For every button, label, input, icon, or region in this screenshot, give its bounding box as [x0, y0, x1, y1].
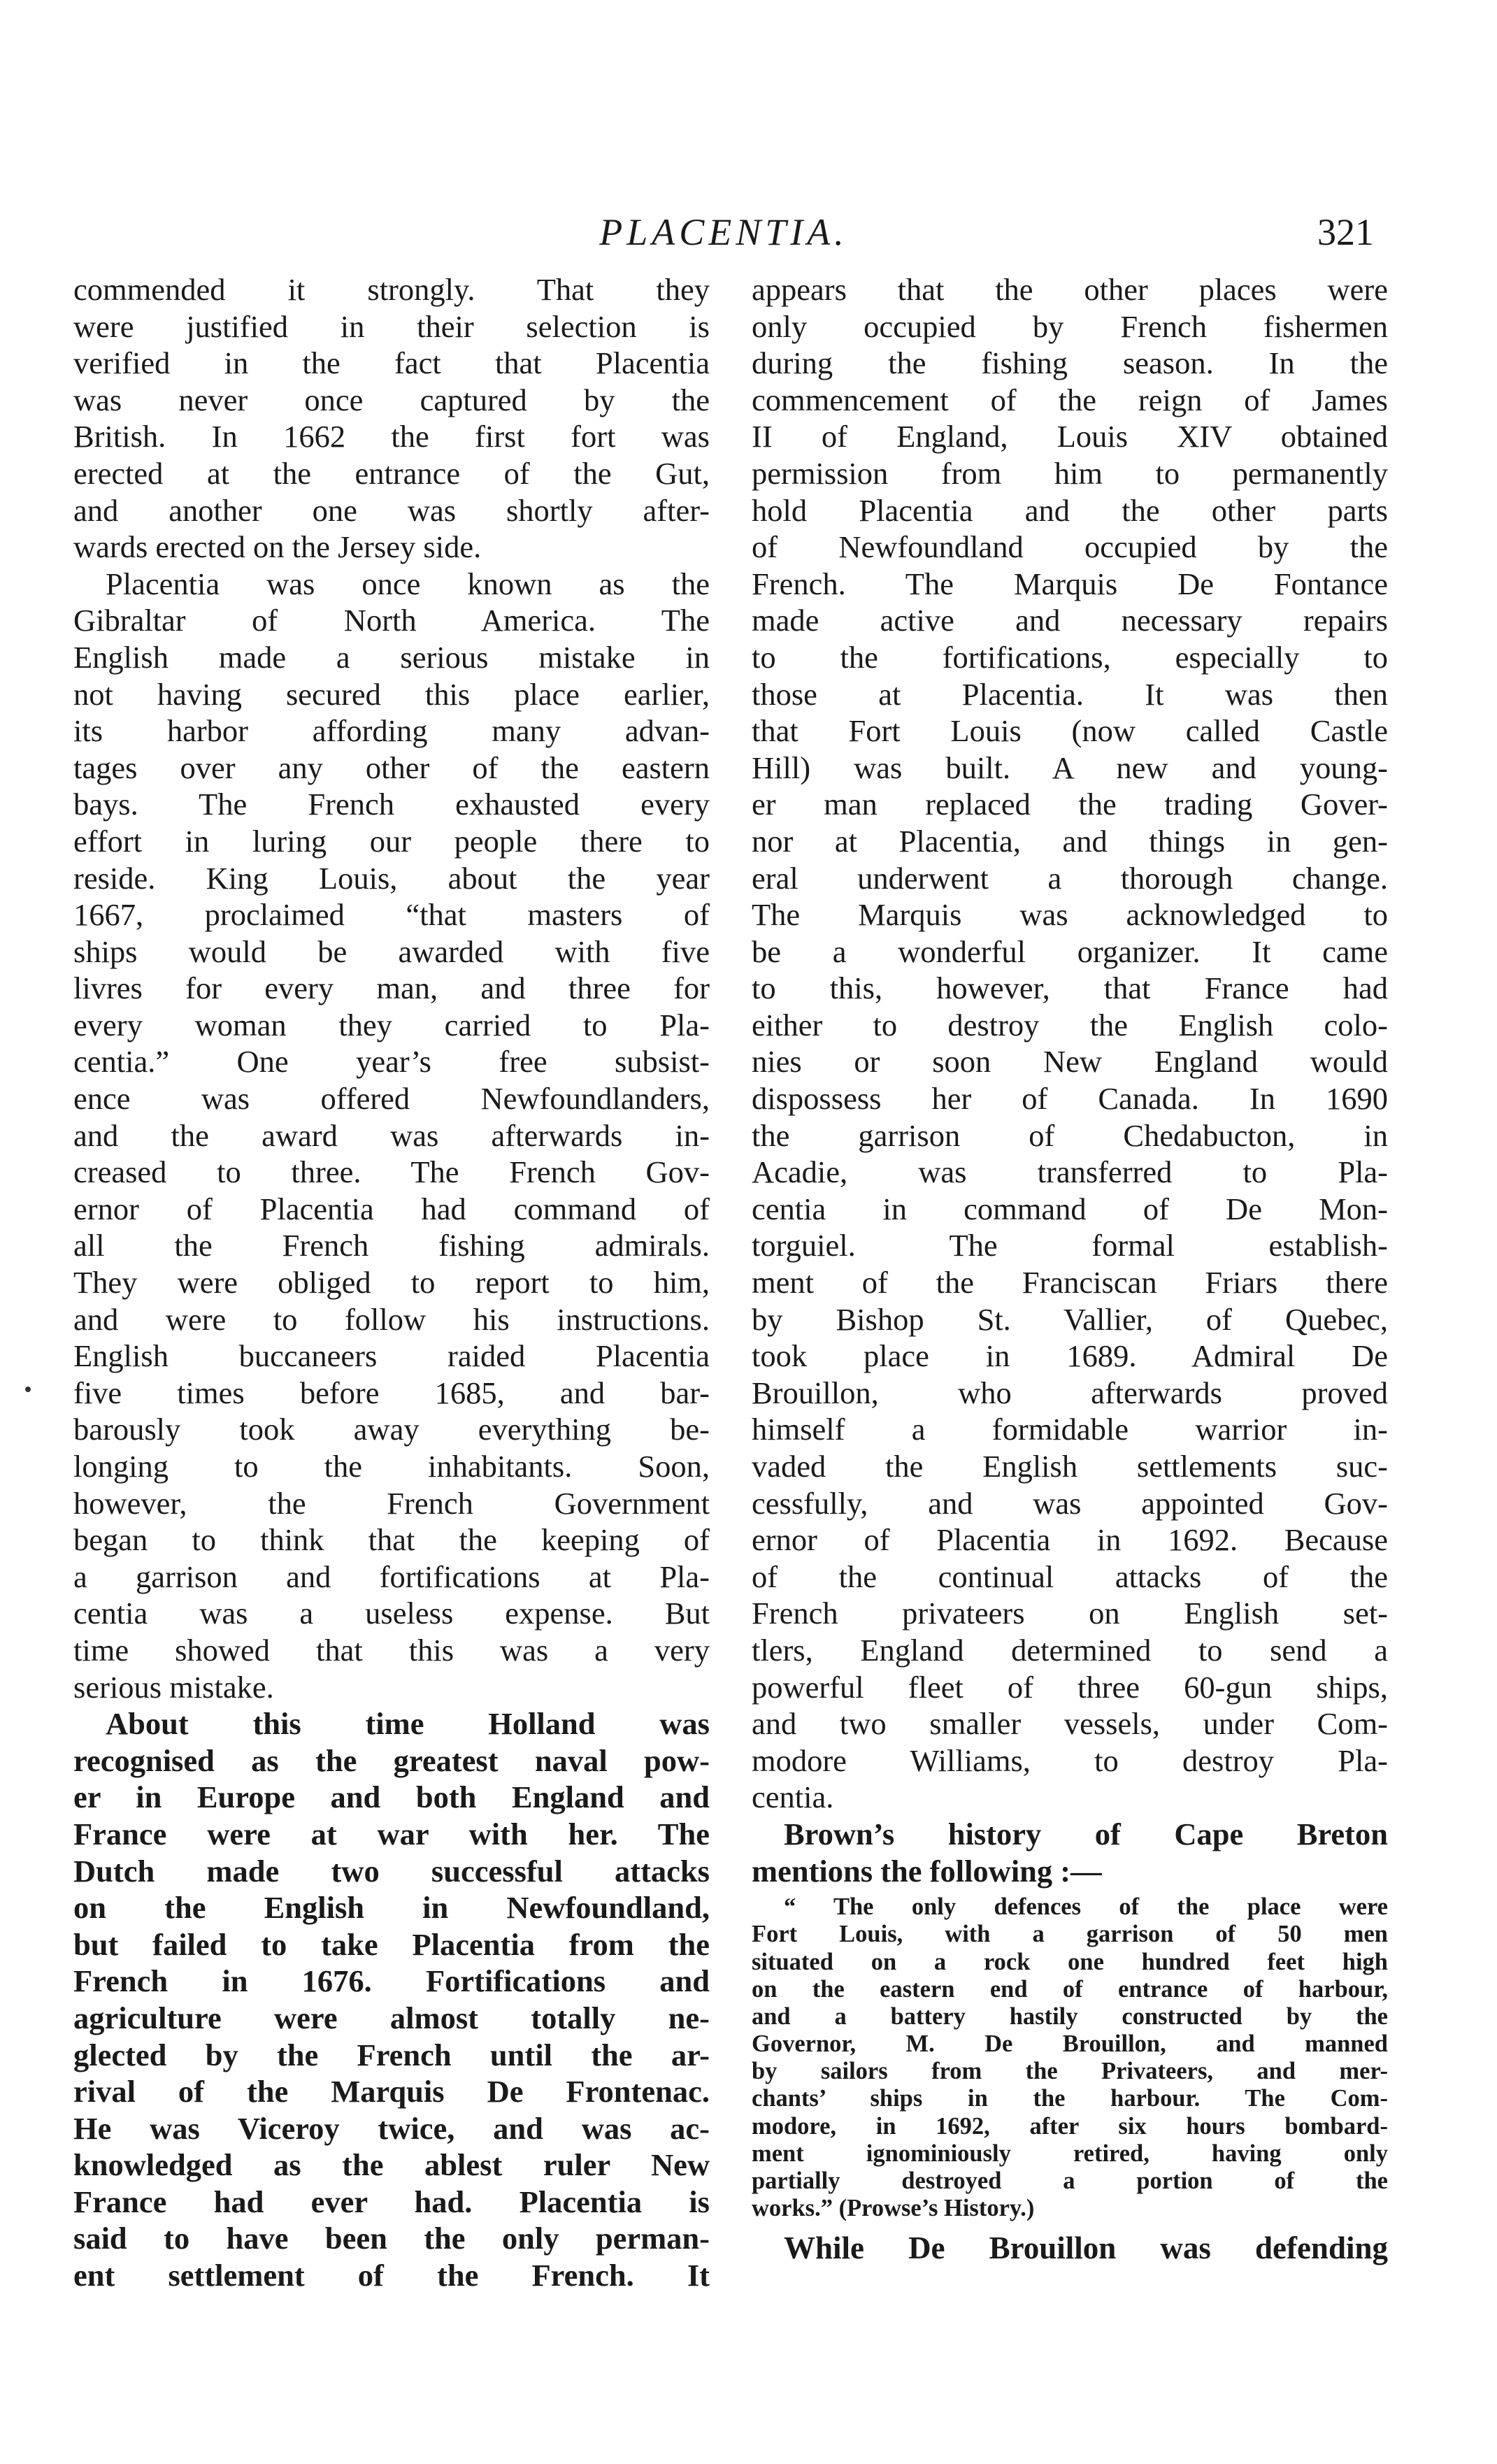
text-line: Acadie, was transferred to Pla-: [752, 1154, 1388, 1190]
text-line: English made a serious mistake in: [73, 639, 710, 675]
text-line: France had ever had. Placentia is: [73, 2184, 710, 2219]
text-line: torguiel. The formal establish-: [752, 1228, 1388, 1263]
text-line: longing to the inhabitants. Soon,: [73, 1449, 710, 1484]
text-line: either to destroy the English colo-: [752, 1007, 1388, 1043]
text-line: only occupied by French fishermen: [752, 308, 1388, 344]
text-line: 1667, proclaimed “that masters of: [73, 897, 710, 933]
text-line: French privateers on English set-: [752, 1596, 1388, 1631]
text-line: every woman they carried to Pla-: [73, 1007, 710, 1043]
text-line: and another one was shortly after-: [73, 492, 710, 528]
text-line: Gibraltar of North America. The: [73, 603, 710, 638]
text-line: that Fort Louis (now called Castle: [752, 713, 1388, 749]
text-line: and two smaller vessels, under Com-: [752, 1706, 1388, 1742]
text-line: time showed that this was a very: [73, 1632, 710, 1668]
print-speck: [25, 1387, 31, 1392]
text-line: er in Europe and both England and: [73, 1779, 710, 1815]
text-line: mentions the following :—: [752, 1853, 1102, 1889]
quote-line: by sailors from the Privateers, and mer-: [752, 2058, 1388, 2085]
quote-line: partially destroyed a portion of the: [752, 2168, 1388, 2194]
text-line: a garrison and fortifications at Pla-: [73, 1559, 710, 1594]
text-line: centia was a useless expense. But: [73, 1596, 710, 1631]
text-line: France were at war with her. The: [73, 1816, 710, 1851]
text-line: agriculture were almost totally ne-: [73, 2000, 710, 2035]
text-line: Brouillon, who afterwards proved: [752, 1375, 1388, 1410]
quote-line: and a battery hastily constructed by the: [752, 2003, 1388, 2030]
text-line: permission from him to permanently: [752, 455, 1388, 491]
right-column: [752, 271, 1388, 2268]
text-line: bays. The French exhausted every: [73, 787, 710, 822]
text-line: began to think that the keeping of: [73, 1522, 710, 1558]
text-line: eral underwent a thorough change.: [752, 860, 1388, 896]
text-line: knowledged as the ablest ruler New: [73, 2147, 710, 2183]
text-line: to this, however, that France had: [752, 970, 1388, 1006]
text-line: appears that the other places were: [752, 272, 1388, 307]
text-line: ence was offered Newfoundlanders,: [73, 1081, 710, 1117]
text-line: dispossess her of Canada. In 1690: [752, 1081, 1388, 1117]
quote-line: situated on a rock one hundred feet high: [752, 1948, 1388, 1975]
left-column: [73, 271, 710, 2294]
paragraph-start-line: While De Brouillon was defending: [784, 2230, 1388, 2266]
text-line: powerful fleet of three 60-gun ships,: [752, 1669, 1388, 1705]
paragraph-start-line: Placentia was once known as the: [106, 566, 710, 601]
text-line: nies or soon New England would: [752, 1044, 1388, 1080]
text-line: creased to three. The French Gov-: [73, 1154, 710, 1190]
text-line: made active and necessary repairs: [752, 603, 1388, 638]
text-line: II of England, Louis XIV obtained: [752, 419, 1388, 454]
text-line: commencement of the reign of James: [752, 382, 1388, 417]
text-line: effort in luring our people there to: [73, 823, 710, 859]
text-line: Hill) was built. A new and young-: [752, 750, 1388, 785]
text-line: however, the French Government: [73, 1485, 710, 1521]
text-line: ent settlement of the French. It: [73, 2258, 710, 2293]
text-line: not having secured this place earlier,: [73, 676, 710, 712]
text-line: of Newfoundland occupied by the: [752, 529, 1388, 565]
text-line: five times before 1685, and bar-: [73, 1375, 710, 1410]
text-line: centia.: [752, 1779, 834, 1815]
text-line: ernor of Placentia in 1692. Because: [752, 1522, 1388, 1558]
text-line: took place in 1689. Admiral De: [752, 1338, 1388, 1374]
text-line: tlers, England determined to send a: [752, 1632, 1388, 1668]
text-line: reside. King Louis, about the year: [73, 860, 710, 896]
text-line: to the fortifications, especially to: [752, 639, 1388, 675]
text-line: barously took away everything be-: [73, 1412, 710, 1447]
quote-line: Governor, M. De Brouillon, and manned: [752, 2030, 1388, 2058]
text-line: said to have been the only perman-: [73, 2221, 710, 2256]
final-paragraph: [752, 2228, 1388, 2268]
text-line: during the fishing season. In the: [752, 345, 1388, 381]
text-line: vaded the English settlements suc-: [752, 1449, 1388, 1484]
text-line: centia.” One year’s free subsist-: [73, 1044, 710, 1080]
running-title: PLACENTIA.: [599, 211, 848, 253]
text-line: The Marquis was acknowledged to: [752, 897, 1388, 933]
text-line: erected at the entrance of the Gut,: [73, 455, 710, 491]
text-line: and were to follow his instructions.: [73, 1301, 710, 1337]
text-line: wards erected on the Jersey side.: [73, 529, 482, 565]
text-line: rival of the Marquis De Frontenac.: [73, 2074, 710, 2110]
text-line: He was Viceroy twice, and was ac-: [73, 2110, 710, 2146]
text-line: himself a formidable warrior in-: [752, 1412, 1388, 1447]
text-line: of the continual attacks of the: [752, 1559, 1388, 1594]
text-line: its harbor affording many advan-: [73, 713, 710, 749]
text-line: cessfully, and was appointed Gov-: [752, 1485, 1388, 1521]
text-line: ships would be awarded with five: [73, 933, 710, 969]
text-line: er man replaced the trading Gover-: [752, 787, 1388, 822]
block-quote: [752, 1893, 1388, 2222]
text-line: British. In 1662 the first fort was: [73, 419, 710, 454]
text-line: Dutch made two successful attacks: [73, 1853, 710, 1889]
text-line: those at Placentia. It was then: [752, 676, 1388, 712]
text-line: English buccaneers raided Placentia: [73, 1338, 710, 1374]
text-line: They were obliged to report to him,: [73, 1265, 710, 1301]
paragraph-start-line: Brown’s history of Cape Breton: [784, 1816, 1388, 1851]
text-line: on the English in Newfoundland,: [73, 1890, 710, 1926]
text-line: livres for every man, and three for: [73, 970, 710, 1006]
text-line: serious mistake.: [73, 1669, 274, 1705]
text-line: French in 1676. Fortifications and: [73, 1963, 710, 1999]
paragraph-start-line: About this time Holland was: [106, 1706, 710, 1742]
quote-line: Fort Louis, with a garrison of 50 men: [752, 1921, 1388, 1948]
text-line: centia in command of De Mon-: [752, 1191, 1388, 1226]
text-line: and the award was afterwards in-: [73, 1117, 710, 1153]
text-line: ment of the Franciscan Friars there: [752, 1265, 1388, 1301]
text-line: recognised as the greatest naval pow-: [73, 1742, 710, 1778]
text-line: tages over any other of the eastern: [73, 750, 710, 785]
text-line: were justified in their selection is: [73, 308, 710, 344]
page-number: 321: [1317, 211, 1374, 253]
text-line: glected by the French until the ar-: [73, 2037, 710, 2072]
quote-line: on the eastern end of entrance of harbour,: [752, 1975, 1388, 2003]
quote-line: modore, in 1692, after six hours bombard-: [752, 2112, 1388, 2140]
text-line: all the French fishing admirals.: [73, 1228, 710, 1263]
text-line: the garrison of Chedabucton, in: [752, 1117, 1388, 1153]
text-line: nor at Placentia, and things in gen-: [752, 823, 1388, 859]
text-line: by Bishop St. Vallier, of Quebec,: [752, 1301, 1388, 1337]
quote-line: ment ignominiously retired, having only: [752, 2140, 1388, 2167]
text-line: but failed to take Placentia from the: [73, 1926, 710, 1962]
text-line: ernor of Placentia had command of: [73, 1191, 710, 1226]
quote-line: “ The only defences of the place were: [784, 1893, 1388, 1921]
quote-line: chants’ ships in the harbour. The Com-: [752, 2085, 1388, 2112]
text-line: hold Placentia and the other parts: [752, 492, 1388, 528]
running-head: [73, 204, 1374, 260]
text-line: was never once captured by the: [73, 382, 710, 417]
quote-line: works.” (Prowse’s History.): [752, 2195, 1035, 2222]
text-line: verified in the fact that Placentia: [73, 345, 710, 381]
text-line: modore Williams, to destroy Pla-: [752, 1742, 1388, 1778]
text-line: be a wonderful organizer. It came: [752, 933, 1388, 969]
text-line: French. The Marquis De Fontance: [752, 566, 1388, 601]
text-line: commended it strongly. That they: [73, 272, 710, 307]
